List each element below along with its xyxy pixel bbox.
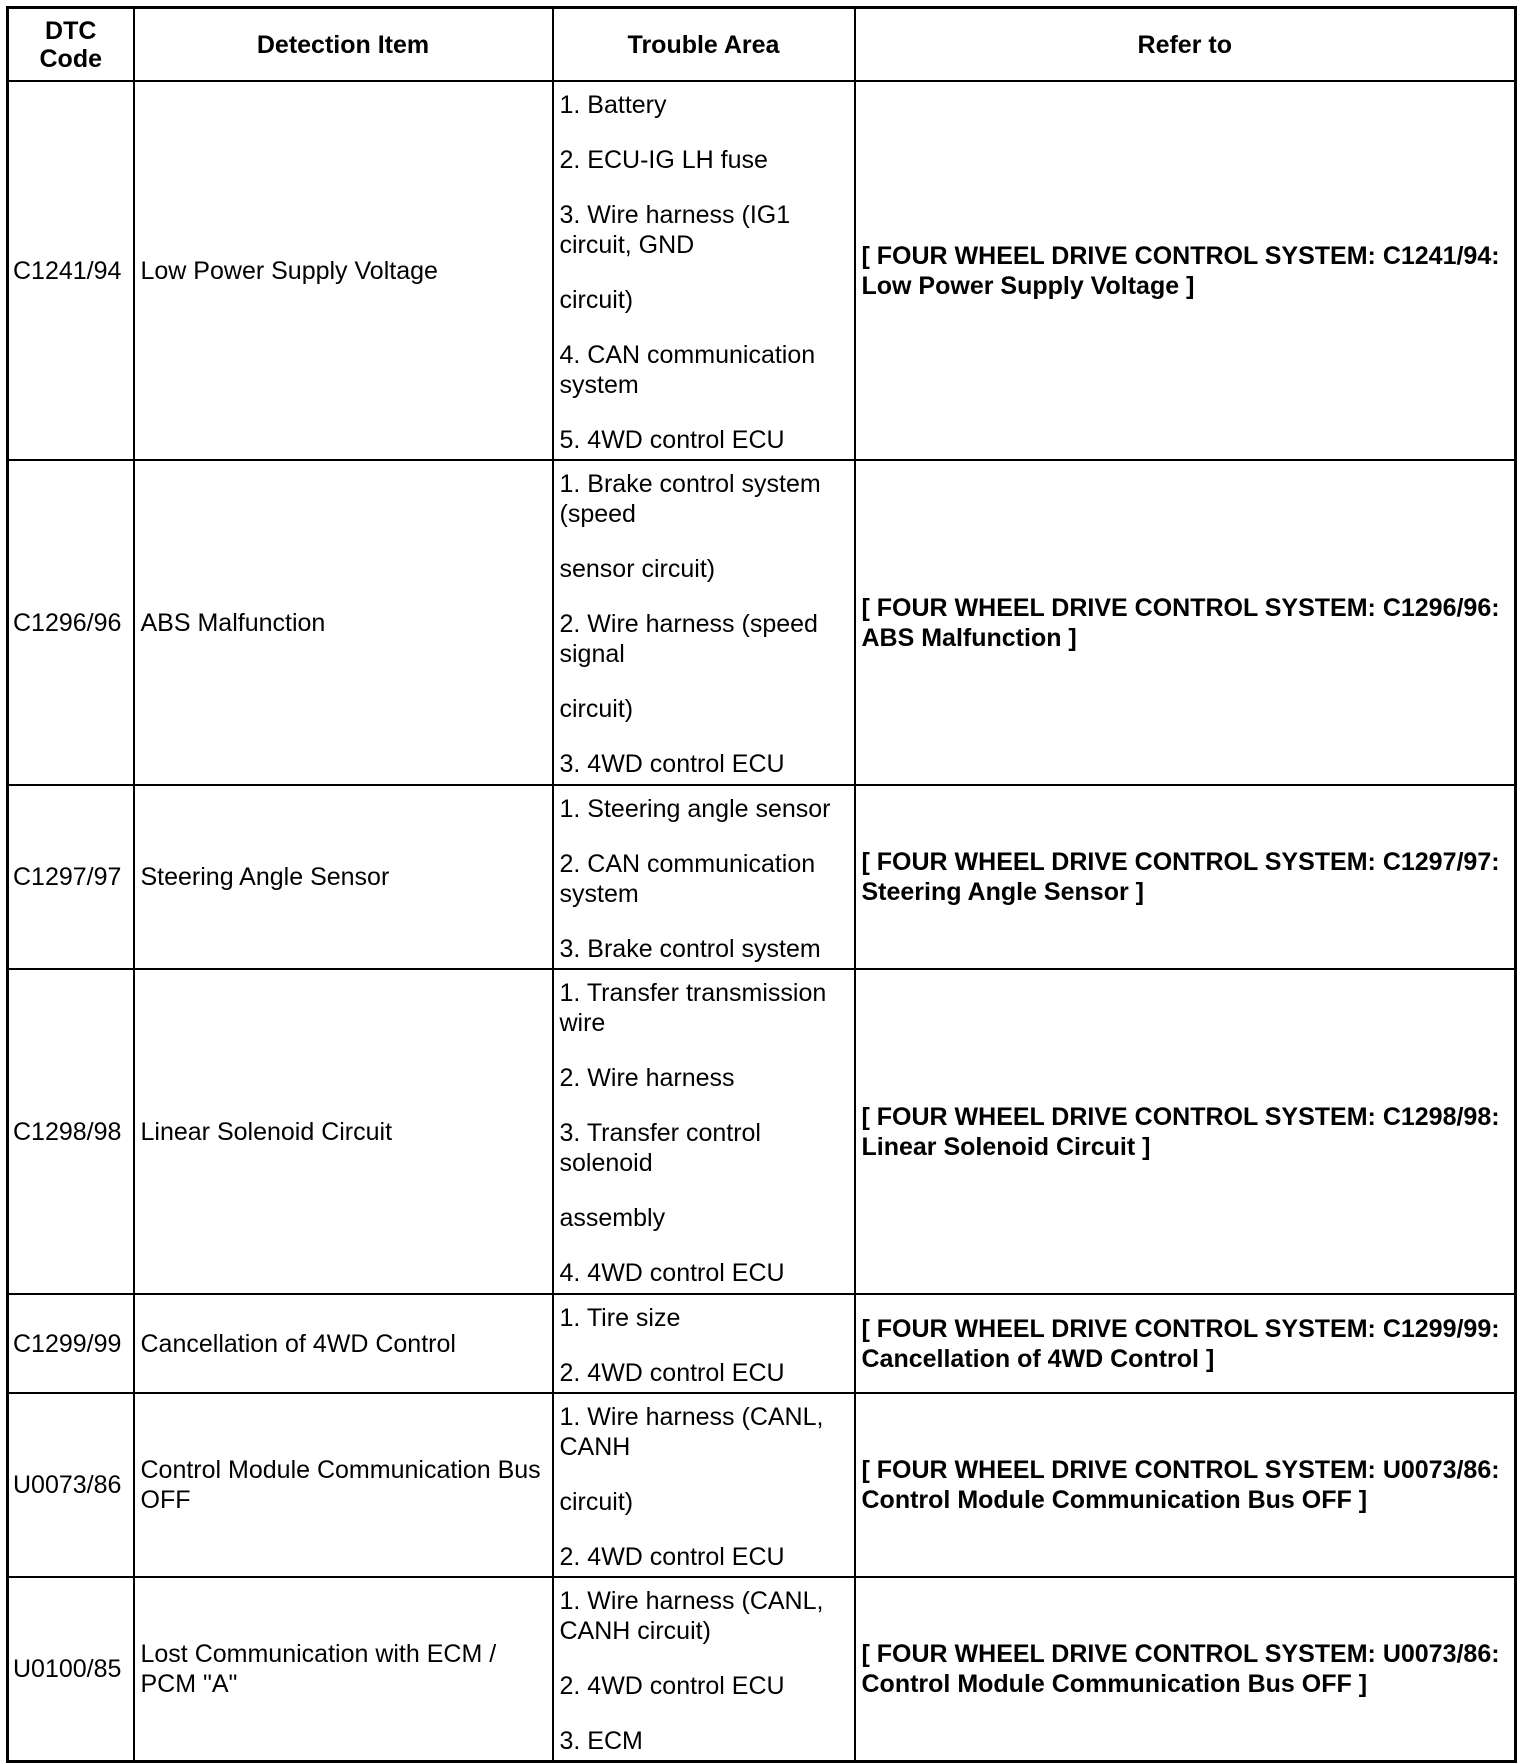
trouble-area-entry: 2. Wire harness [559, 1064, 735, 1092]
table-row [8, 460, 1516, 785]
refer-to-cell: [ FOUR WHEEL DRIVE CONTROL SYSTEM: C1241/94: Low Power Supply Voltage ] [855, 81, 1516, 460]
trouble-area-entry: 2. 4WD control ECU [559, 1543, 785, 1571]
trouble-area-entry: circuit) [559, 286, 634, 314]
detection-item-cell: Cancellation of 4WD Control [134, 1294, 553, 1393]
detection-item-cell: Low Power Supply Voltage [134, 81, 553, 460]
trouble-area-cell [553, 969, 855, 1294]
trouble-area-entry: 2. CAN communication system [559, 850, 816, 908]
dtc-code-cell: U0073/86 [8, 1393, 134, 1577]
dtc-code-cell: C1299/99 [8, 1294, 134, 1393]
trouble-area-cell [553, 1577, 855, 1762]
table-row [8, 1393, 1516, 1577]
header-row [8, 8, 1516, 82]
table-row [8, 1294, 1516, 1393]
trouble-area-entry: 1. Tire size [559, 1304, 681, 1332]
dtc-code-cell: C1297/97 [8, 785, 134, 969]
dtc-code-cell: C1298/98 [8, 969, 134, 1294]
trouble-area-entry: 2. 4WD control ECU [559, 1672, 785, 1700]
refer-to-cell: [ FOUR WHEEL DRIVE CONTROL SYSTEM: U0073/86: Control Module Communication Bus OFF ] [855, 1577, 1516, 1762]
trouble-area-entry: 1. Transfer transmission wire [559, 979, 827, 1037]
table-row [8, 969, 1516, 1294]
trouble-area-entry: 2. Wire harness (speed signal [559, 610, 818, 668]
trouble-area-cell [553, 460, 855, 785]
trouble-area-entry: 3. ECM [559, 1727, 643, 1755]
trouble-area-entry: 3. 4WD control ECU [559, 750, 785, 778]
header-refer-to: Refer to [855, 8, 1516, 82]
trouble-area-entry: 1. Steering angle sensor [559, 795, 831, 823]
trouble-area-entry: 2. ECU-IG LH fuse [559, 146, 768, 174]
trouble-area-entry: 1. Wire harness (CANL, CANH [559, 1403, 824, 1461]
detection-item-cell: Lost Communication with ECM / PCM "A" [134, 1577, 553, 1762]
trouble-area-entry: 1. Brake control system (speed [559, 470, 821, 528]
dtc-table [6, 6, 1517, 1763]
header-dtc-code: DTC Code [8, 8, 134, 82]
detection-item-cell: Steering Angle Sensor [134, 785, 553, 969]
dtc-code-cell: C1296/96 [8, 460, 134, 785]
trouble-area-entry: 3. Transfer control solenoid [559, 1119, 761, 1177]
dtc-code-cell: C1241/94 [8, 81, 134, 460]
trouble-area-cell [553, 785, 855, 969]
trouble-area-entry: 3. Brake control system [559, 935, 821, 963]
trouble-area-entry: 4. CAN communication system [559, 341, 816, 399]
trouble-area-cell [553, 1393, 855, 1577]
detection-item-cell: ABS Malfunction [134, 460, 553, 785]
trouble-area-entry: 2. 4WD control ECU [559, 1359, 785, 1387]
refer-to-cell: [ FOUR WHEEL DRIVE CONTROL SYSTEM: C1297/97: Steering Angle Sensor ] [855, 785, 1516, 969]
dtc-code-cell: U0100/85 [8, 1577, 134, 1762]
table-row [8, 1577, 1516, 1762]
table-row [8, 785, 1516, 969]
detection-item-cell: Linear Solenoid Circuit [134, 969, 553, 1294]
trouble-area-entry: 5. 4WD control ECU [559, 426, 785, 454]
trouble-area-entry: circuit) [559, 1488, 634, 1516]
trouble-area-entry: sensor circuit) [559, 555, 716, 583]
refer-to-cell: [ FOUR WHEEL DRIVE CONTROL SYSTEM: U0073/86: Control Module Communication Bus OFF ] [855, 1393, 1516, 1577]
table-row [8, 81, 1516, 460]
trouble-area-entry: 3. Wire harness (IG1 circuit, GND [559, 201, 791, 259]
trouble-area-entry: assembly [559, 1204, 666, 1232]
trouble-area-entry: 1. Battery [559, 91, 667, 119]
trouble-area-entry: 4. 4WD control ECU [559, 1259, 785, 1287]
trouble-area-entry: circuit) [559, 695, 634, 723]
detection-item-cell: Control Module Communication Bus OFF [134, 1393, 553, 1577]
header-trouble-area: Trouble Area [553, 8, 855, 82]
trouble-area-cell [553, 81, 855, 460]
refer-to-cell: [ FOUR WHEEL DRIVE CONTROL SYSTEM: C1298/98: Linear Solenoid Circuit ] [855, 969, 1516, 1294]
refer-to-cell: [ FOUR WHEEL DRIVE CONTROL SYSTEM: C1299/99: Cancellation of 4WD Control ] [855, 1294, 1516, 1393]
header-detection-item: Detection Item [134, 8, 553, 82]
refer-to-cell: [ FOUR WHEEL DRIVE CONTROL SYSTEM: C1296/96: ABS Malfunction ] [855, 460, 1516, 785]
trouble-area-entry: 1. Wire harness (CANL, CANH circuit) [559, 1587, 824, 1645]
trouble-area-cell [553, 1294, 855, 1393]
